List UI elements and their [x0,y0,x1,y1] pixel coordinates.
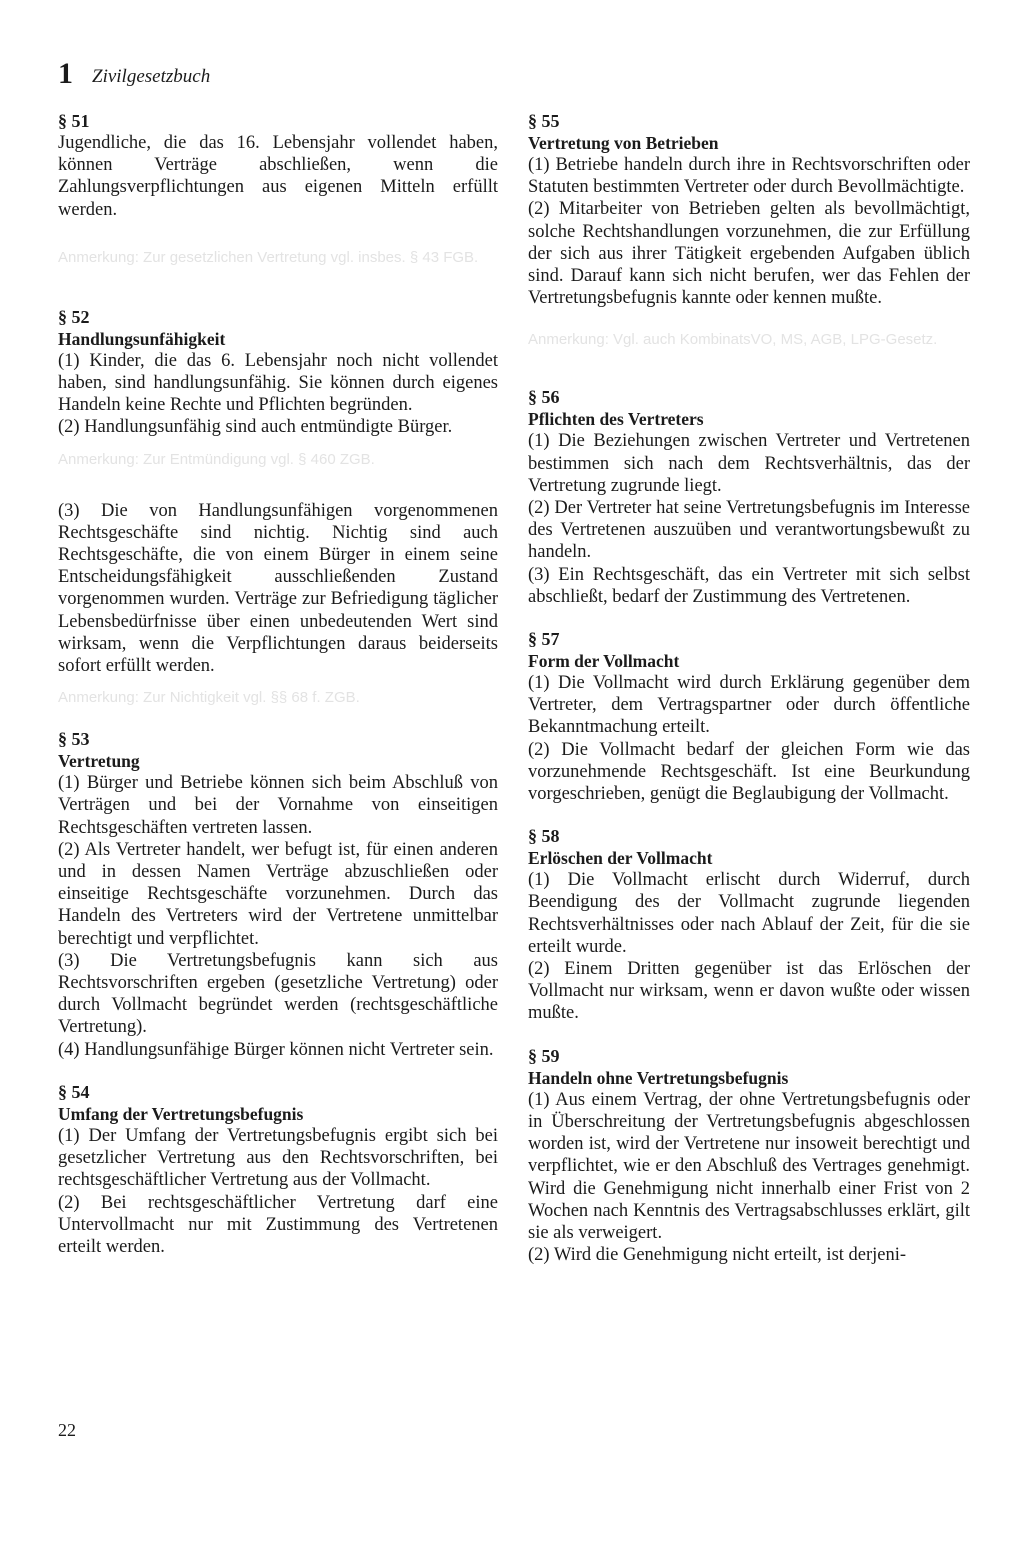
paragraph: (2) Die Vollmacht bedarf der gleichen Form wie das vorzunehmende Rechtsgeschäft. Ist eine Beurkundung vorgeschrieben, genügt die Beglaubigung der Vollmacht. [528,739,970,805]
paragraph: (1) Die Vollmacht erlischt durch Widerruf, durch Beendigung des der Vollmacht zugrunde liegenden Rechtsverhältnisses oder nach Ablauf der Zeit, für die sie erteilt wurde. [528,870,970,957]
page-number: 22 [58,1420,76,1440]
paragraph: Jugendliche, die das 16. Lebensjahr vollendet haben, können Verträge abschließen, wenn die Zahlungsverpflichtungen aus eigenen Mitteln erfüllt werden. [58,133,498,220]
section-title: Vertretung [58,751,140,772]
left-column [58,110,498,1278]
section-number: § 57 [528,629,560,650]
paragraph: (2) Wird die Genehmigung nicht erteilt, ist derjeni- [528,1245,907,1266]
section-54 [58,1081,498,1258]
section-number: § 53 [58,729,90,750]
paragraph: (1) Aus einem Vertrag, der ohne Vertretungsbefugnis oder in Überschreitung der Vertretungsbefugnis abgeschlossen worden ist, wird der Vertretene nur insoweit berechtigt und verpflichtet, wie er den Abschluß des Vertrages genehmigt. Wird die Genehmigung nicht innerhalb einer Frist von 2 Wochen nach Kenntnis des Vertragsabschlusses erklärt, gilt sie als verweigert. [528,1089,970,1243]
paragraph: (3) Die von Handlungsunfähigen vorgenommenen Rechtsgeschäfte sind nichtig. Nichtig sind auch Rechtsgeschäfte, die von einem Bürger in einem seine Entscheidungsfähigkeit ausschließenden Zustand vorgenommen wurden. Verträge zur Befriedigung täglicher Lebensbedürfnisse über einen unbedeutenden Wert sind wirksam, wenn die Verpflichtungen daraus beiderseits sofort erfüllt werden. [58,500,498,677]
section-number: § 52 [58,306,90,327]
section-number: § 54 [58,1081,90,1102]
right-column [528,110,970,1286]
faded-annotation: Anmerkung: Vgl. auch KombinatsVO, MS, AGB, LPG-Gesetz. [528,331,938,349]
chapter-number: 1 [58,57,73,90]
paragraph: (2) Mitarbeiter von Betrieben gelten als bevollmächtigt, solche Rechtshandlungen vorzunehmen, die zur Erfüllung der sich aus ihrer Tätigkeit ergebenden Aufgaben üblich sind. Darauf kann sich nicht berufen, wer das Fehlen der Vertretungsbefugnis kannte oder kennen mußte. [528,199,970,309]
section-52 [58,306,498,708]
section-number: § 55 [528,111,560,131]
faded-annotation: Anmerkung: Zur Entmündigung vgl. § 460 ZGB. [58,450,375,468]
section-title: Erlöschen der Vollmacht [528,848,713,869]
paragraph: (1) Kinder, die das 6. Lebensjahr noch nicht vollendet haben, sind handlungsunfähig. Sie können durch eigenes Handeln keine Rechte und Pflichten begründen. [58,350,498,416]
paragraph: (2) Als Vertreter handelt, wer befugt ist, für einen anderen und in dessen Namen Verträge abzuschließen oder einseitige Rechtsgeschäfte vorzunehmen. Durch das Handeln des Vertreters wird der Vertretene unmittelbar berechtigt und verpflichtet. [58,839,498,949]
paragraph: (1) Die Vollmacht wird durch Erklärung gegenüber dem Vertreter, dem Vertragspartner oder durch öffentliche Bekanntmachung erteilt. [528,673,970,738]
paragraph: (1) Bürger und Betriebe können sich beim Abschluß von Verträgen und bei der Vornahme von einseitigen Rechtsgeschäften vertreten lassen. [58,773,498,838]
faded-annotation: Anmerkung: Zur Nichtigkeit vgl. §§ 68 f. ZGB. [58,689,360,707]
paragraph: (2) Bei rechtsgeschäftlicher Vertretung darf eine Untervollmacht nur mit Zustimmung des Vertretenen erteilt werden. [58,1192,498,1257]
paragraph: (2) Der Vertreter hat seine Vertretungsbefugnis im Interesse des Vertretenen auszuüben und verantwortungsbewußt zu handeln. [528,498,970,563]
paragraph: (1) Der Umfang der Vertretungsbefugnis ergibt sich bei gesetzlicher Vertretung aus den Rechtsvorschriften, bei rechtsgeschäftlicher Vertretung aus der Vollmacht. [58,1125,498,1191]
paragraph: (3) Ein Rechtsgeschäft, das ein Vertreter mit sich selbst abschließt, bedarf der Zustimmung des Vertretenen. [528,564,970,607]
section-number: § 51 [58,111,90,131]
paragraph: (3) Die Vertretungsbefugnis kann sich aus Rechtsvorschriften ergeben (gesetzliche Vertretung) oder durch Vollmacht begründet werden (rechtsgeschäftliche Vertretung). [58,950,498,1038]
section-number: § 59 [528,1045,560,1066]
section-title: Umfang der Vertretungsbefugnis [58,1103,304,1124]
paragraph: (2) Einem Dritten gegenüber ist das Erlöschen der Vollmacht nur wirksam, wenn er davon wußte oder wissen mußte. [528,959,970,1024]
section-57 [528,628,970,805]
section-51 [58,110,498,268]
faded-annotation: Anmerkung: Zur gesetzlichen Vertretung vgl. insbes. § 43 FGB. [58,248,479,266]
paragraph: (2) Handlungsunfähig sind auch entmündigte Bürger. [58,417,453,438]
section-title: Form der Vollmacht [528,651,680,672]
section-53 [58,728,498,1061]
section-title: Vertretung von Betrieben [528,133,719,153]
paragraph: (1) Die Beziehungen zwischen Vertreter und Vertretenen bestimmen sich nach dem Rechtsverhältnis, das der Vertretung zugrunde liegt. [528,431,970,496]
section-59 [528,1045,970,1267]
section-56 [528,386,970,608]
paragraph: (1) Betriebe handeln durch ihre in Rechtsvorschriften oder Statuten bestimmten Vertreter oder durch Bevollmächtigte. [528,155,970,198]
section-55 [528,110,970,350]
section-58 [528,825,970,1024]
section-title: Handlungsunfähigkeit [58,328,226,349]
section-title: Handeln ohne Vertretungsbefugnis [528,1067,789,1088]
book-title: Zivilgesetzbuch [92,66,211,87]
section-number: § 56 [528,387,560,408]
paragraph: (4) Handlungsunfähige Bürger können nicht Vertreter sein. [58,1039,494,1060]
section-number: § 58 [528,826,560,847]
section-title: Pflichten des Vertreters [528,409,704,430]
